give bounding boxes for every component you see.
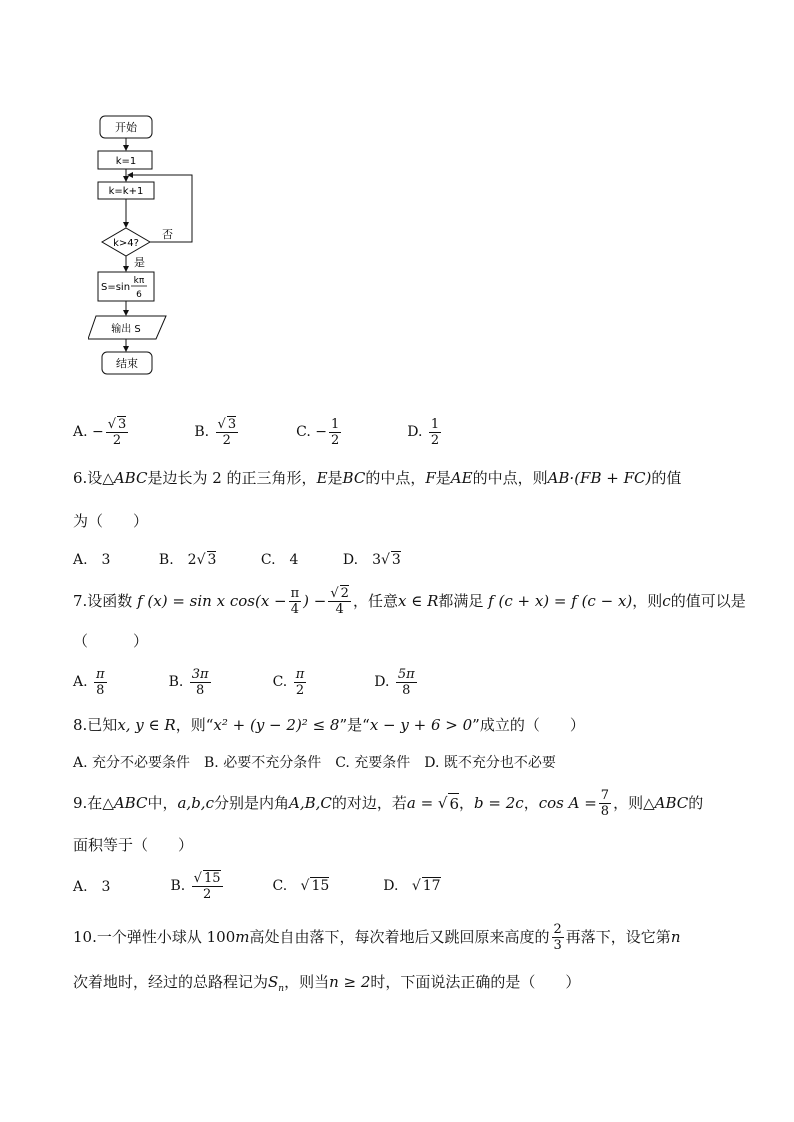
q7-option-c: C. $\frac{\pi}{2}$ [272,666,305,698]
q6-option-b: B. 2√ 3 [158,552,217,568]
q9-option-d: D. √ 17 [383,878,441,894]
q5-options [73,412,443,452]
q9-option-a: A. 3 [73,879,111,895]
q7-option-b: B. $\frac{3\pi}{8}$ [168,666,209,698]
q6-option-a: A. 3 [73,552,111,568]
q5-option-c: C. − $\frac{1}{2}$ [296,416,340,448]
flow-assign-den: 6 [136,290,142,300]
flow-decision-text: k>4? [113,238,139,249]
q7-options [73,662,419,702]
flow-yes-label: 是 [134,256,145,269]
flow-init-text: k=1 [115,156,137,167]
flow-start-text: 开始 [115,121,137,134]
q10-stem-line1: 10.一个弹性小球从 100 m 高处自由落下，每次着地后又跳回原来高度的 $\frac{2}{3}$ 再落下，设它第 n [73,921,681,953]
q8-stem: 8.已知x, y ∈ R，则“x² + (y − 2)² ≤ 8”是“x − y + 6 > 0”成立的（ ） [73,716,585,734]
q9-stem-line1: 9.在 △ABC 中， a,b,c 分别是内角 A,B,C 的对边，若 a = √ 6 ， b = 2c ， cos A = $\frac{7}{8}$ ，则 △ABC 的 [73,787,704,819]
q9-options [73,866,441,906]
flow-no-label: 否 [162,228,173,241]
flow-assign-lhs: S=sin [101,282,131,293]
q7-stem-line1: 7.设函数 f (x) = sin x cos(x − $\frac{\pi}{4}$ ) − $\frac{√ 2}{4}$ ，任意 x ∈ R 都满足 f (c + x) = f (c − x) ，则 c 的值可以是 [73,585,746,617]
flow-output-text: 输出 S [111,324,141,335]
q9-option-c: C. √ 15 [272,878,330,894]
q6-stem-line2: 为（ ） [73,512,149,530]
q7-stem-line2: （ ） [73,632,149,650]
flowchart [88,108,208,386]
q5-option-b: B. $\frac{√ 3}{2}$ [194,416,237,448]
q7-option-d: D. $\frac{5\pi}{8}$ [374,666,415,698]
q6-option-c: C. 4 [260,552,299,568]
q10-stem-line2: 次着地时，经过的总路程记为$S_n$，则当n ≥ 2时，下面说法正确的是（ ） [73,973,581,994]
flow-step-text: k=k+1 [108,186,144,197]
q8-options: A. 充分不必要条件 B. 必要不充分条件 C. 充要条件 D. 既不充分也不必要 [73,755,556,771]
q9-option-b: B. $\frac{√ 15}{2}$ [170,870,221,902]
q5-option-d: D. $\frac{1}{2}$ [407,416,440,448]
q6-options [73,549,401,569]
flow-end-text: 结束 [116,357,138,370]
q6-stem-line1: 6.设△ABC是边长为 2 的正三角形，E是BC的中点，F是AE的中点，则AB·(FB + FC)的值 [73,469,682,487]
flow-assign-num: kπ [133,276,145,286]
q7-option-a: A. $\frac{\pi}{8}$ [73,666,105,698]
q9-stem-line2: 面积等于（ ） [73,836,194,854]
q6-option-d: D. 3√ 3 [342,552,401,568]
q5-option-a: A. − $\frac{√ 3}{2}$ [73,416,127,448]
